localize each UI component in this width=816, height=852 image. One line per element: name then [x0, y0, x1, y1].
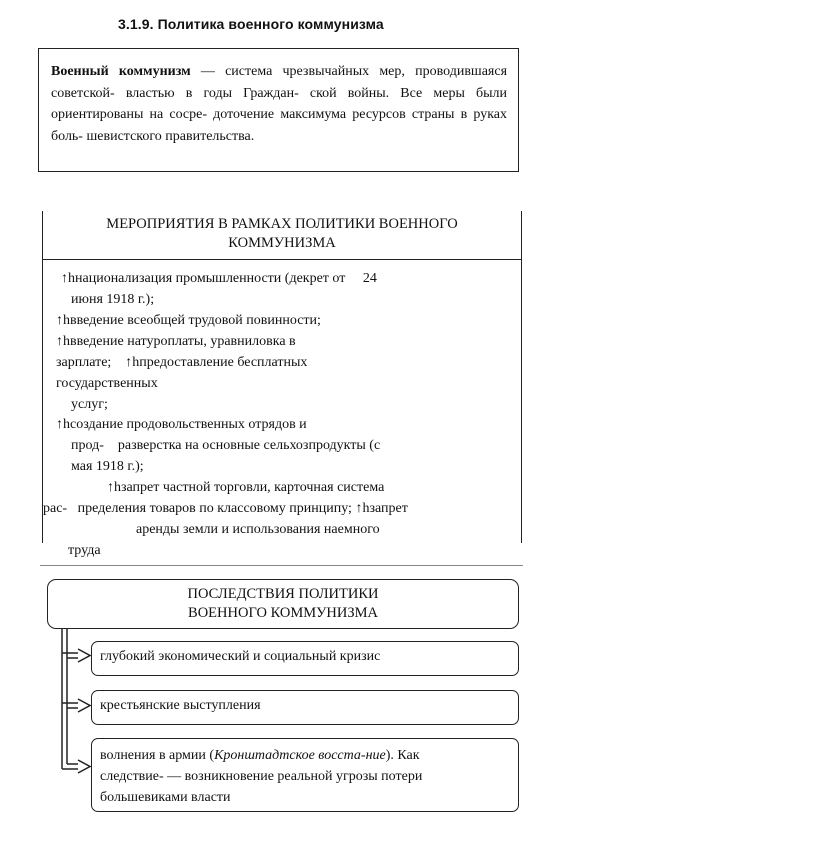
- measure-line: услуг;: [71, 397, 108, 412]
- measure-line: ↑hзапрет частной торговли, карточная система: [107, 480, 385, 495]
- definition-box: [38, 48, 519, 172]
- measure-line: ↑hнационализация промышленности (декрет от 24: [61, 271, 377, 286]
- measure-line: июня 1918 г.);: [71, 292, 155, 307]
- consequence-item-3-part-1: волнения в армии (: [100, 748, 215, 763]
- measure-line: прод- разверстка на основные сельхозпродукты (с: [71, 438, 381, 453]
- section-divider: [40, 565, 523, 566]
- definition-term: Военный коммунизм: [51, 64, 191, 79]
- consequence-item-3-part-2: ). Как: [385, 748, 420, 763]
- arrow-head-1-icon: [78, 649, 90, 662]
- consequence-item-1-text: глубокий экономический и социальный кризис: [100, 649, 381, 664]
- measures-block: [42, 211, 522, 543]
- definition-line-4: максимума ресурсов страны в руках боль- шевистского: [51, 107, 508, 144]
- measures-title: [43, 215, 521, 253]
- consequence-item-2-text: крестьянские выступления: [100, 698, 261, 713]
- connector-branch-1: [62, 653, 78, 658]
- definition-text: [51, 61, 507, 147]
- connector-branch-2: [62, 703, 78, 708]
- kronstadt-uprising-term: Кронштадтское восста-ние: [214, 748, 386, 763]
- consequence-item-crisis: [91, 641, 519, 676]
- definition-line-5: правительства.: [165, 128, 255, 144]
- consequence-item-army-unrest: [91, 738, 519, 812]
- arrow-head-3-icon: [78, 760, 90, 773]
- measure-line: ↑hвведение натуроплаты, уравниловка в: [56, 334, 296, 349]
- consequence-item-3-line-2: следствие- — возникновение реальной угрозы потери: [100, 769, 423, 784]
- consequences-title-box: [47, 579, 519, 629]
- consequences-title-line-2: ВОЕННОГО КОММУНИЗМА: [188, 605, 378, 621]
- definition-line-1: — система чрезвычайных мер,: [200, 64, 405, 79]
- consequence-item-3-line-1: [100, 745, 510, 766]
- measure-line: ↑hвведение всеобщей трудовой повинности;: [56, 313, 321, 328]
- measure-line: ↑hсоздание продовольственных отрядов и: [56, 417, 307, 432]
- measures-title-line-1: МЕРОПРИЯТИЯ В РАМКАХ ПОЛИТИКИ ВОЕННОГО: [106, 216, 458, 232]
- measure-line: государственных: [56, 376, 158, 391]
- consequence-item-3-line-3: большевиками власти: [100, 790, 231, 805]
- measures-title-line-2: КОММУНИЗМА: [228, 235, 336, 251]
- connector-branch-3: [62, 764, 78, 769]
- definition-line-3: войны. Все меры были ориентированы на сосре- доточение: [51, 85, 507, 122]
- measure-line: аренды земли и использования наемного: [136, 522, 380, 537]
- arrow-head-2-icon: [78, 699, 90, 712]
- measure-line: рас- пределения товаров по классовому принципу; ↑hзапрет: [43, 501, 408, 516]
- section-title: 3.1.9. Политика военного коммунизма: [118, 16, 384, 32]
- definition-line-2: проводившаяся советской- властью в годы Граждан- ской: [51, 64, 508, 101]
- measure-line: мая 1918 г.);: [71, 459, 144, 474]
- measure-line: зарплате; ↑hпредоставление бесплатных: [56, 355, 308, 370]
- consequences-title-line-1: ПОСЛЕДСТВИЯ ПОЛИТИКИ: [187, 586, 379, 602]
- measures-title-divider: [43, 259, 521, 260]
- consequence-item-peasant-uprisings: [91, 690, 519, 725]
- measure-line: труда: [68, 543, 101, 558]
